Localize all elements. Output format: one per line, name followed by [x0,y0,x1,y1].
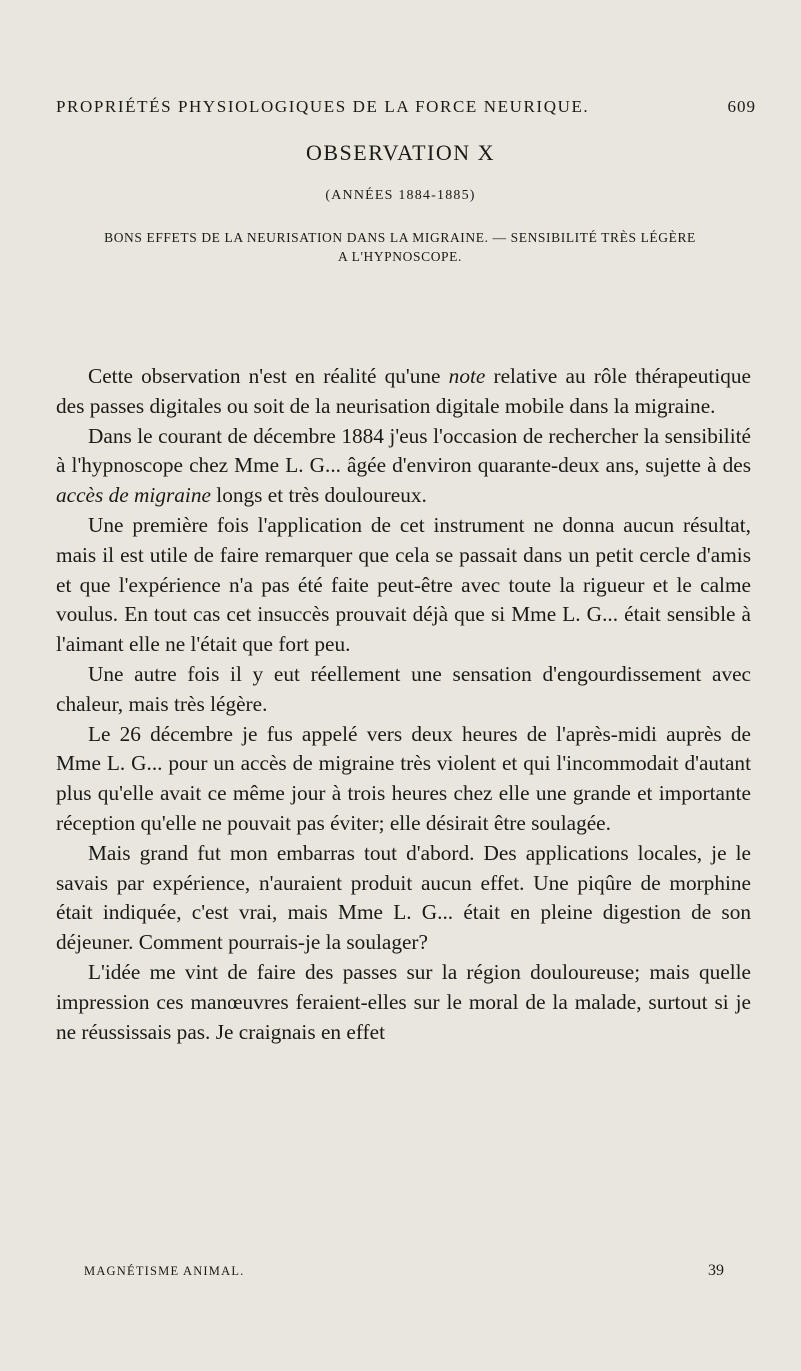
p2-emphasis: accès de migraine [56,483,211,508]
observation-years: (ANNÉES 1884-1885) [325,188,476,203]
p1-text-b: relative au rôle thérapeutique des passes digitales ou soit de la neurisation digitale mobile dans la migraine. [56,364,751,418]
page-number: 609 [727,97,756,116]
observation-subtitle: BONS EFFETS DE LA NEURISATION DANS LA MIGRAINE. — SENSIBILITÉ TRÈS LÉGÈRE A L'HYPNOSCOPE. [104,230,696,264]
p1-emphasis: note [448,364,486,388]
observation-title: OBSERVATION X [305,140,496,165]
paragraph-2 [56,422,751,511]
signature-number: 39 [708,1262,724,1279]
paragraph-7: L'idée me vint de faire des passes sur la région douloureuse; mais quelle impression ces manœuvres feraient-elles sur le moral de la malade, surtout si je ne réussissais pas. Je craignais en effet [56,959,751,1044]
p1-text-a: Cette observation n'est en réalité qu'une [88,364,449,388]
signature-line [84,1262,724,1280]
paragraph-6: Mais grand fut mon embarras tout d'abord. Des applications locales, je le savais par expérience, n'auraient produit aucun effet. Une piqûre de morphine était indiquée, c'est vrai, mais Mme L. G... était en pleine digestion de son déjeuner. Comment pourrais-je la soulager? [56,840,751,955]
paragraph-3: Une première fois l'application de cet instrument ne donna aucun résultat, mais il est utile de faire remarquer que cela se passait dans un petit cercle d'amis et que l'expérience n'a pas été faite peut-être avec toute la rigueur et le calme voulus. En tout cas cet insuccès prouvait déjà que si Mme L. G... était sensible à l'aimant elle ne l'était que fort peu. [56,512,751,657]
p2-text-b: longs et très douloureux. [210,483,427,508]
running-head [56,97,756,117]
p2-text-a: Dans le courant de décembre 1884 j'eus l'occasion de rechercher la sensibilité à l'hypnoscope chez Mme L. G... âgée d'environ quarante-deux ans, sujette à des [56,423,751,478]
paragraph-1 [56,362,751,422]
paragraph-5: Le 26 décembre je fus appelé vers deux heures de l'après-midi auprès de Mme L. G... pour un accès de migraine très violent et qui l'incommodait d'autant plus qu'elle avait ce même jour à trois heures chez elle une grande et importante réception qu'elle ne pouvait pas éviter; elle désirait être soulagée. [56,721,751,835]
signature-label: MAGNÉTISME ANIMAL. [84,1264,245,1278]
body-text [56,362,751,1047]
running-head-title: PROPRIÉTÉS PHYSIOLOGIQUES DE LA FORCE NEURIQUE. [56,97,590,116]
paragraph-4: Une autre fois il y eut réellement une sensation d'engourdissement avec chaleur, mais très légère. [56,661,751,716]
